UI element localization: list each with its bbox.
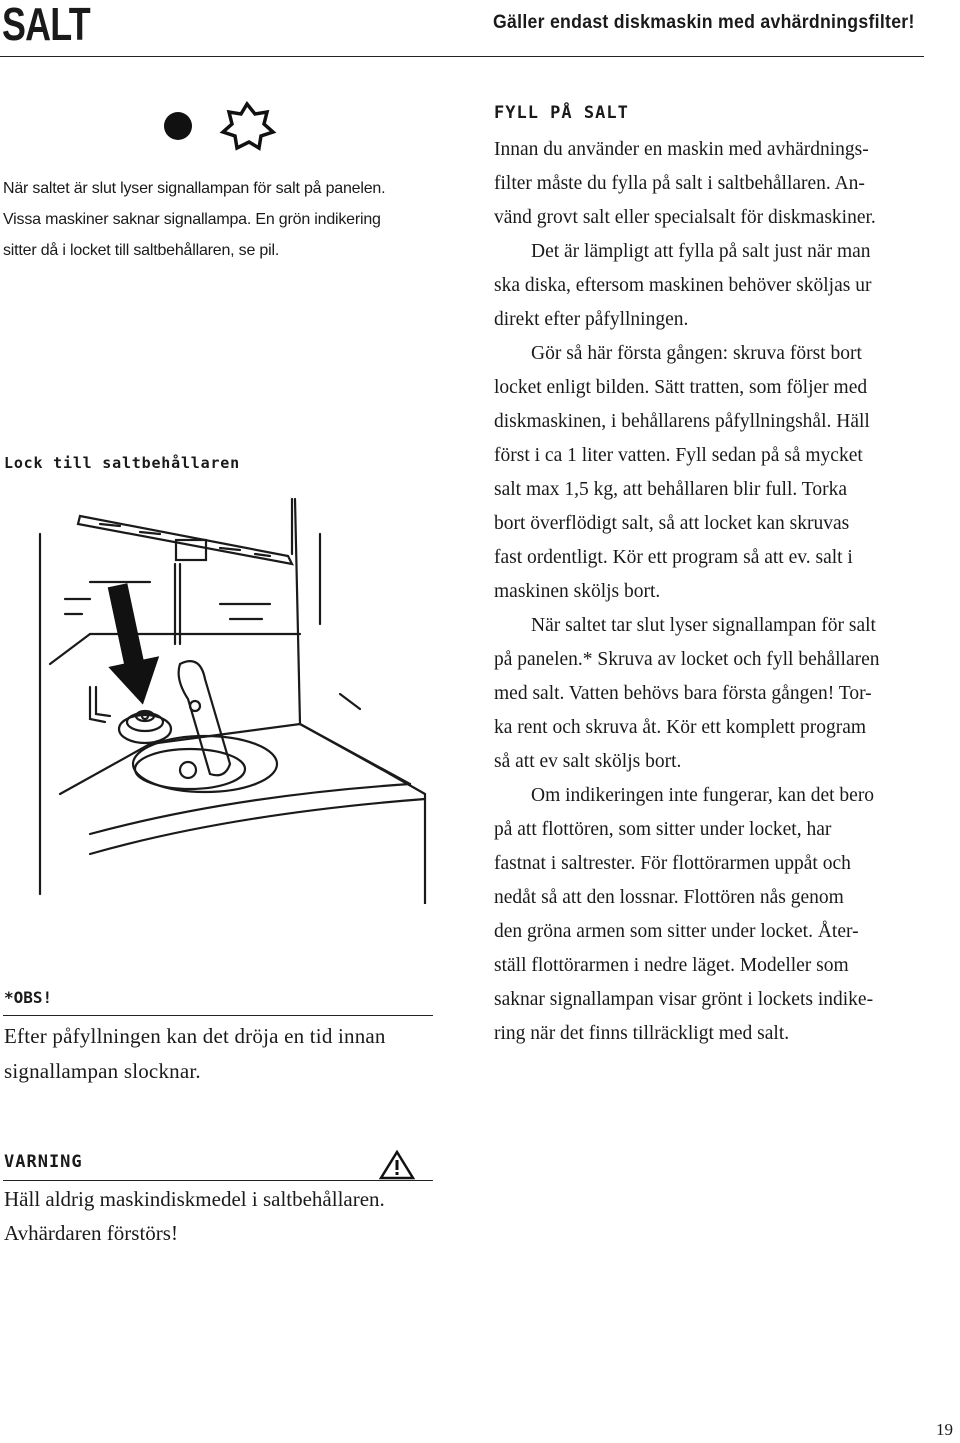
intro-line: sitter då i locket till saltbehållaren, se pil.: [3, 242, 280, 259]
text-line: ka rent och skruva åt. Kör ett komplett program: [494, 717, 867, 738]
dishwasher-salt-container-illustration: [30, 494, 450, 904]
text-line: den gröna armen som sitter under locket. Åter-: [494, 921, 859, 942]
text-line: direkt efter påfyllningen.: [494, 309, 689, 330]
warning-line: Avhärdaren förstörs!: [4, 1221, 178, 1245]
intro-line: När saltet är slut lyser signallampan för salt på panelen.: [3, 180, 386, 197]
section-heading: FYLL PÅ SALT: [494, 103, 629, 123]
text-line: först i ca 1 liter vatten. Fyll sedan på så mycket: [494, 445, 863, 466]
text-line: Det är lämpligt att fylla på salt just när man: [531, 241, 871, 262]
text-line: Om indikeringen inte fungerar, kan det bero: [531, 785, 875, 806]
obs-text: [4, 1019, 436, 1089]
salt-star-icon: [223, 104, 273, 148]
warning-line: Häll aldrig maskindiskmedel i saltbehållaren.: [4, 1187, 385, 1211]
text-line: maskinen sköljs bort.: [494, 581, 661, 602]
text-line: på att flottören, som sitter under locket, har: [494, 819, 832, 840]
text-line: Innan du använder en maskin med avhärdnings-: [494, 139, 869, 160]
text-line: filter måste du fylla på salt i saltbehållaren. An-: [494, 173, 865, 194]
filled-circle-icon: [164, 112, 192, 140]
text-line: på panelen.* Skruva av locket och fyll behållaren: [494, 649, 880, 670]
text-line: bort överflödigt salt, så att locket kan skruvas: [494, 513, 850, 534]
text-line: vänd grovt salt eller specialsalt för diskmaskiner.: [494, 207, 876, 228]
header-divider: [0, 56, 924, 57]
obs-divider: [3, 1015, 433, 1016]
text-line: med salt. Vatten behövs bara första gången! Tor-: [494, 683, 872, 704]
text-line: fastnat i saltrester. För flottörarmen uppåt och: [494, 853, 851, 874]
text-line: ställ flottörarmen i nedre läget. Modeller som: [494, 955, 849, 976]
obs-line: signallampan slocknar.: [4, 1059, 201, 1083]
text-line: diskmaskinen, i behållarens påfyllningshål. Häll: [494, 411, 870, 432]
text-line: saknar signallampan visar grönt i lockets indike-: [494, 989, 874, 1010]
header-note: Gäller endast diskmaskin med avhärdningsfilter!: [493, 12, 915, 33]
obs-line: Efter påfyllningen kan det dröja en tid innan: [4, 1024, 386, 1048]
text-line: ska diska, eftersom maskinen behöver sköljas ur: [494, 275, 872, 296]
intro-line: Vissa maskiner saknar signallampa. En grön indikering: [3, 211, 381, 228]
page-number: 19: [936, 1420, 953, 1439]
arrow-down-icon: [92, 580, 168, 710]
warning-heading: VARNING: [4, 1152, 83, 1172]
text-line: ring när det finns tillräckligt med salt.: [494, 1023, 790, 1044]
warning-divider: [3, 1180, 433, 1181]
text-line: När saltet tar slut lyser signallampan för salt: [531, 615, 876, 636]
instructions-text: [494, 133, 926, 1051]
text-line: Gör så här första gången: skruva först bort: [531, 343, 862, 364]
text-line: salt max 1,5 kg, att behållaren blir full. Torka: [494, 479, 847, 500]
text-line: nedåt så att den lossnar. Flottören nås genom: [494, 887, 844, 908]
text-line: locket enligt bilden. Sätt tratten, som följer med: [494, 377, 868, 398]
obs-heading: *OBS!: [4, 988, 53, 1007]
intro-text: [3, 173, 443, 266]
indicator-symbols: [163, 100, 283, 152]
page-title: SALT: [2, 0, 90, 50]
text-line: fast ordentligt. Kör ett program så att ev. salt i: [494, 547, 853, 568]
warning-triangle-icon: [379, 1150, 415, 1180]
warning-text: [4, 1182, 444, 1250]
text-line: så att ev salt sköljs bort.: [494, 751, 682, 772]
figure-caption: Lock till saltbehållaren: [4, 454, 240, 472]
